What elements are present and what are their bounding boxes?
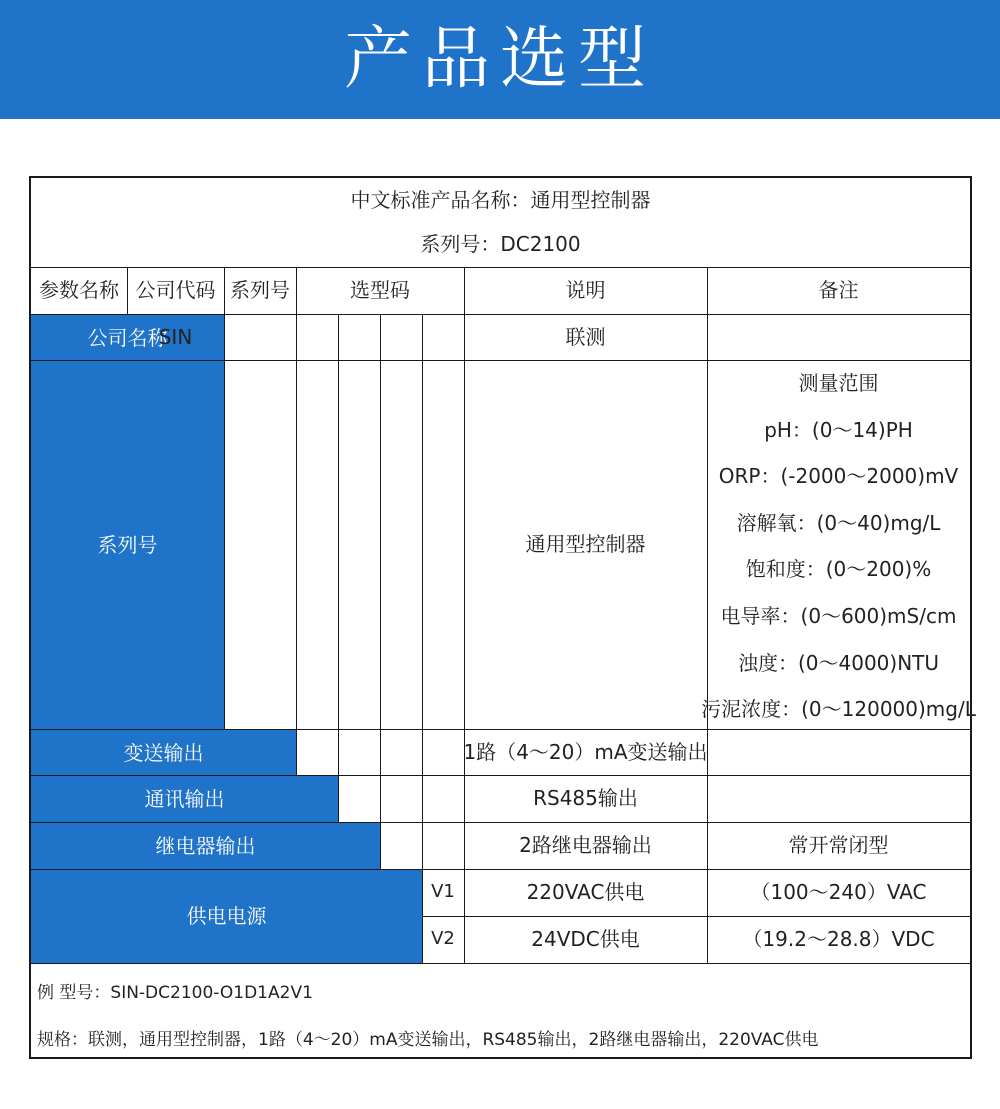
series-line: 系列号：DC2100 [420,232,581,256]
remarks-line: 饱和度：(0～200)% [745,557,932,582]
series-description: 通用型控制器 [525,532,646,556]
example-spec: 规格：联测，通用型控制器，1路（4～20）mA变送输出，RS485输出，2路继电器输出，220VAC供电 [37,1030,819,1050]
power-remarks-v2: （19.2～28.8）VDC [742,927,935,951]
param-cell-company: 公司名称 [31,315,224,361]
header-remarks: 备注 [818,278,859,302]
param-cell-relay: 继电器输出 [31,823,380,870]
remarks-line: ORP：(-2000～2000)mV [718,464,959,489]
remarks-line: 浊度：(0～4000)NTU [737,650,940,675]
power-description-v1: 220VAC供电 [526,880,645,904]
param-cell-power: 供电电源 [31,870,422,963]
col-divider [338,314,339,823]
header-param-name: 参数名称 [39,278,119,302]
power-description-v2: 24VDC供电 [531,927,640,951]
product-name-line: 中文标准产品名称：通用型控制器 [350,187,651,212]
param-cell-transmit: 变送输出 [31,730,296,776]
row-divider [31,963,970,964]
example-model: 例 型号：SIN-DC2100-O1D1A2V1 [37,983,313,1003]
header-selection-code: 选型码 [350,278,410,302]
remarks-line: 溶解氧：(0～40)mg/L [736,510,941,535]
remarks-line: 测量范围 [798,371,879,395]
relay-remarks: 常开常闭型 [788,833,889,857]
col-divider [296,267,297,776]
param-cell-series: 系列号 [31,361,224,730]
header-series: 系列号 [230,278,290,302]
col-divider [224,267,225,730]
remarks-line: pH：(0～14)PH [764,417,913,442]
transmit-remarks [707,729,970,775]
header-company-code: 公司代码 [135,278,216,302]
remarks-line: 电导率：(0～600)mS/cm [720,603,957,628]
col-divider [380,314,381,870]
param-cell-comm: 通讯输出 [31,776,338,823]
power-code-v2: V2 [431,928,455,950]
company-code-value: SIN [158,324,193,349]
comm-remarks [707,775,970,822]
col-divider [422,314,423,963]
power-code-v1: V1 [431,881,455,903]
series-remarks [701,360,976,729]
transmit-description: 1路（4～20）mA变送输出 [463,739,708,764]
power-remarks-v1: （100～240）VAC [750,880,927,904]
company-description: 联测 [565,324,606,349]
remarks-line: 污泥浓度：(0～120000)mg/L [701,697,976,722]
relay-description: 2路继电器输出 [519,833,652,857]
header-description: 说明 [565,278,606,302]
page-title: 产品选型 [343,20,656,99]
comm-description: RS485输出 [533,786,638,810]
product-selection-table [29,176,976,1059]
